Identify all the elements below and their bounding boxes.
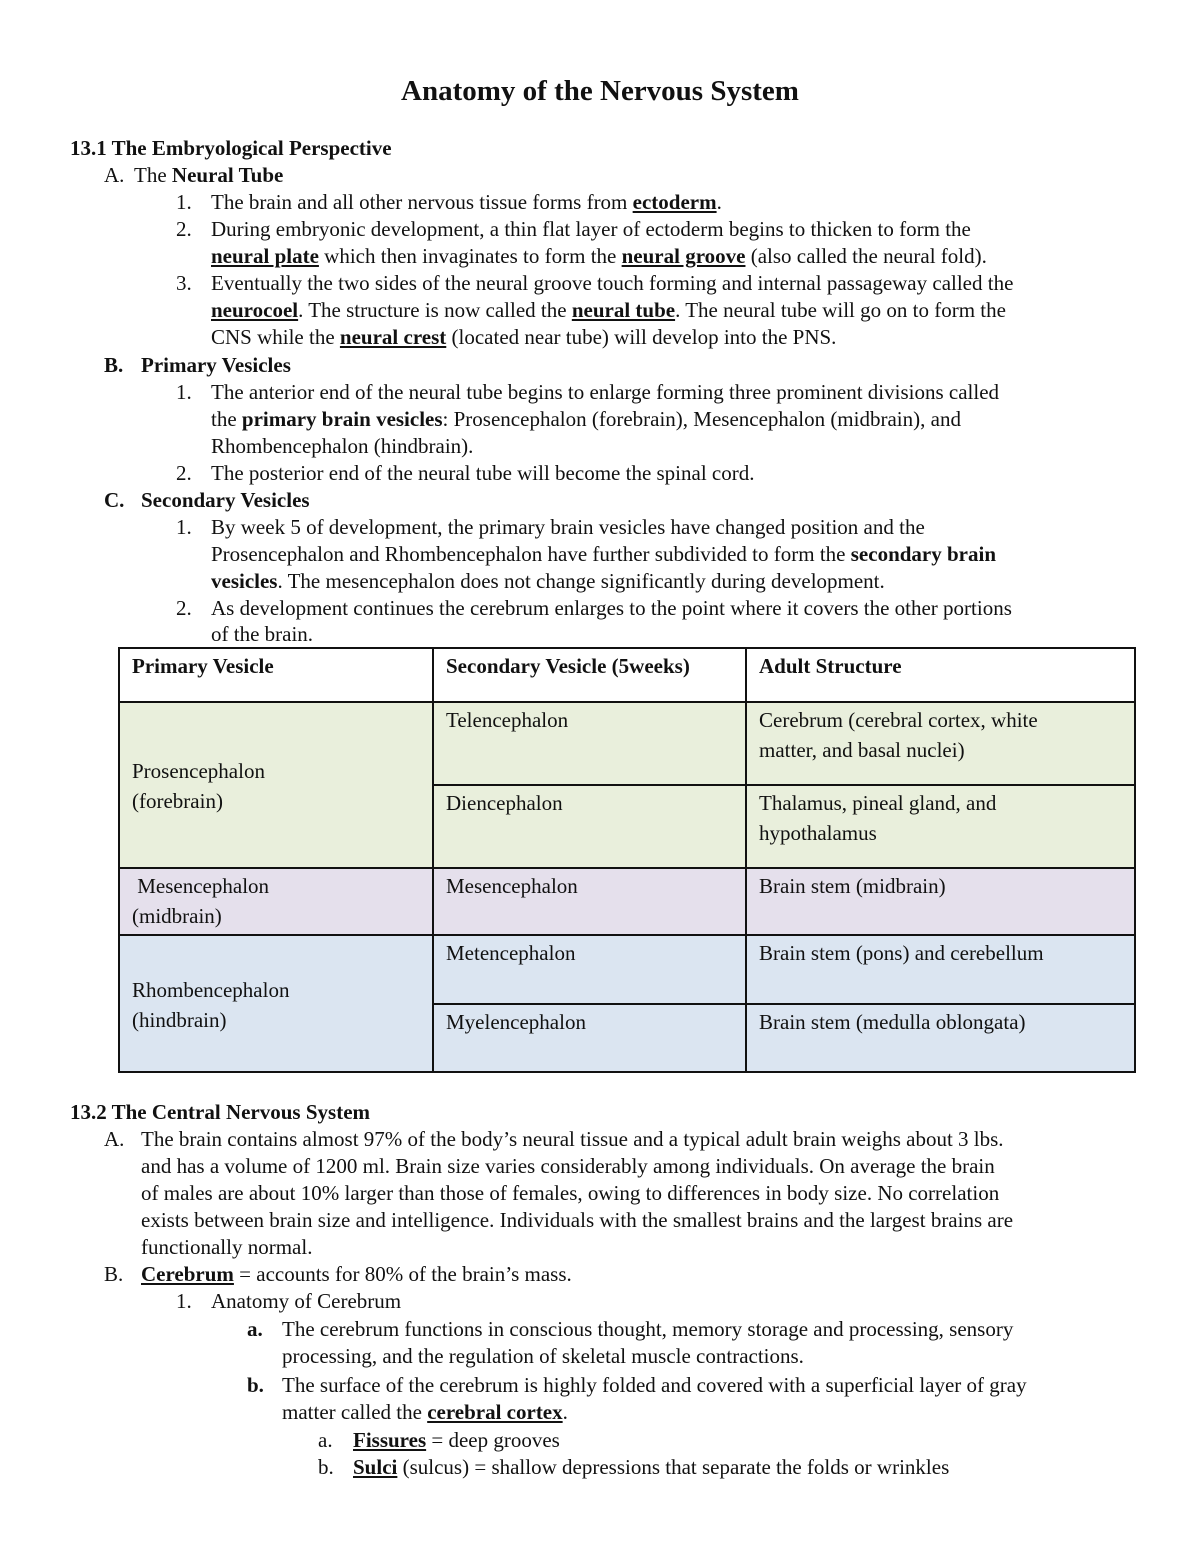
list-item-line [211,297,1006,324]
text: matter called the [282,1400,428,1424]
term: Sulci [353,1455,398,1479]
text: (sulcus) = shallow depressions that separate the folds or wrinkles [397,1455,950,1479]
header-adult-structure: Adult Structure [746,648,1135,702]
header-primary-vesicle: Primary Vesicle [119,648,433,702]
cell-line: Prosencephalon [132,759,265,783]
term: primary brain vesicles [241,407,443,431]
sub-item-line: The cerebrum functions in conscious thought, memory storage and processing, sensory [282,1317,1014,1341]
cell-metencephalon-adult: Brain stem (pons) and cerebellum [746,935,1135,1004]
list-number: 1. [176,515,192,539]
term: vesicles [211,569,278,593]
text: Prosencephalon and Rhombencephalon have further subdivided to form the [211,542,851,566]
sub-sub-marker-b: b. [318,1455,334,1479]
term: neural groove [621,244,746,268]
list-item-line [211,243,987,270]
term: neural tube [571,298,676,322]
sub-sub-marker-a: a. [318,1428,333,1452]
paragraph-line: and has a volume of 1200 ml. Brain size varies considerably among individuals. On average the brain [141,1154,995,1178]
cell-telencephalon: Telencephalon [433,702,746,785]
cell-line: Thalamus, pineal gland, and [759,791,997,815]
term: neurocoel [211,298,299,322]
cell-rhombencephalon [119,935,433,1072]
list-item-line [211,406,961,433]
paragraph-line: exists between brain size and intelligence. Individuals with the smallest brains and the largest brains are [141,1208,1014,1232]
list-item-line: During embryonic development, a thin flat layer of ectoderm begins to thicken to form the [211,217,971,241]
outline-marker-b: B. [104,353,124,377]
list-item-line: Eventually the two sides of the neural groove touch forming and internal passageway called the [211,271,1014,295]
text: CNS while the [211,325,340,349]
sub-item-line: processing, and the regulation of skeletal muscle contractions. [282,1344,804,1368]
neural-tube-heading [134,162,283,189]
term: neural plate [211,244,319,268]
cell-line: hypothalamus [759,821,877,845]
section-13-2-heading: 13.2 The Central Nervous System [70,1100,371,1124]
list-number: 2. [176,596,192,620]
cell-line: (midbrain) [132,904,222,928]
outline-marker-b: B. [104,1262,124,1286]
cell-line: Rhombencephalon [132,977,290,1002]
list-number: 1. [176,380,192,404]
list-item-line: As development continues the cerebrum enlarges to the point where it covers the other portions [211,596,1012,620]
sub-marker-b: b. [247,1373,264,1397]
term: cerebral cortex [427,1400,563,1424]
cell-mesencephalon-adult: Brain stem (midbrain) [746,868,1135,935]
outline-marker-c: C. [104,488,125,512]
list-item-line [211,568,885,595]
primary-vesicles-heading: Primary Vesicles [141,353,291,377]
table-row [119,935,1135,1004]
term: secondary brain [850,542,997,566]
section-13-1-heading: 13.1 The Embryological Perspective [70,136,392,160]
list-item-line [211,324,836,351]
outline-marker-a: A. [104,1127,125,1151]
heading-prefix: The [134,163,172,187]
table-row [119,868,1135,935]
list-number: 2. [176,461,192,485]
list-item-line: of the brain. [211,622,314,646]
header-secondary-vesicle: Secondary Vesicle (5weeks) [433,648,746,702]
cell-telencephalon-adult [746,702,1135,785]
cell-line: (hindbrain) [132,1007,227,1032]
sub-sub-item [353,1454,949,1481]
text: . [716,190,722,214]
text: . [562,1400,568,1424]
term: Cerebrum [141,1262,234,1286]
list-item-line: Rhombencephalon (hindbrain). [211,434,474,458]
cell-prosencephalon [119,702,433,868]
heading-bold: Neural Tube [171,163,284,187]
table-row [119,702,1135,785]
list-item: Anatomy of Cerebrum [211,1289,402,1313]
cell-mesencephalon-primary [119,868,433,935]
text: The brain and all other nervous tissue forms from [211,190,633,214]
list-item [211,189,722,216]
text: (located near tube) will develop into the PNS. [446,325,837,349]
list-number: 1. [176,1289,192,1313]
cell-line: matter, and basal nuclei) [759,738,965,762]
cell-mesencephalon: Mesencephalon [433,868,746,935]
sub-item-line [282,1399,568,1426]
cell-myelencephalon-adult: Brain stem (medulla oblongata) [746,1004,1135,1072]
vesicle-table [118,647,1136,1073]
list-item-line: By week 5 of development, the primary brain vesicles have changed position and the [211,515,925,539]
sub-sub-item [353,1427,560,1454]
term: ectoderm [632,190,717,214]
paragraph-line: functionally normal. [141,1235,313,1259]
text: which then invaginates to form the [318,244,622,268]
outline-marker-a: A. [104,163,125,187]
list-number: 1. [176,190,192,214]
text: = accounts for 80% of the brain’s mass. [233,1262,572,1286]
list-number: 2. [176,217,192,241]
cerebrum-line [141,1261,572,1288]
sub-item-line: The surface of the cerebrum is highly folded and covered with a superficial layer of gray [282,1373,1027,1397]
text: . The structure is now called the [298,298,572,322]
cell-diencephalon-adult [746,785,1135,868]
cell-line: Mesencephalon [132,874,270,898]
secondary-vesicles-heading: Secondary Vesicles [141,488,310,512]
sub-marker-a: a. [247,1317,263,1341]
cell-line: Cerebrum (cerebral cortex, white [759,708,1038,732]
list-item-line: The anterior end of the neural tube begins to enlarge forming three prominent divisions called [211,380,1000,404]
list-item-line [211,541,996,568]
page-title: Anatomy of the Nervous System [401,75,799,107]
cell-myelencephalon: Myelencephalon [433,1004,746,1072]
cell-metencephalon: Metencephalon [433,935,746,1004]
cell-diencephalon: Diencephalon [433,785,746,868]
paragraph-line: The brain contains almost 97% of the body’s neural tissue and a typical adult brain weighs about 3 lbs. [141,1127,1004,1151]
text: : Prosencephalon (forebrain), Mesencephalon (midbrain), and [442,407,961,431]
table-header-row [119,648,1135,702]
text: = deep grooves [426,1428,560,1452]
term: neural crest [339,325,447,349]
paragraph-line: of males are about 10% larger than those of females, owing to differences in body size. No correlation [141,1181,1000,1205]
text: (also called the neural fold). [745,244,987,268]
list-number: 3. [176,271,192,295]
cell-line: (forebrain) [132,789,223,813]
list-item: The posterior end of the neural tube will become the spinal cord. [211,461,755,485]
text: the [211,407,242,431]
term: Fissures [353,1428,427,1452]
text: . The neural tube will go on to form the [675,298,1006,322]
text: . The mesencephalon does not change significantly during development. [277,569,885,593]
